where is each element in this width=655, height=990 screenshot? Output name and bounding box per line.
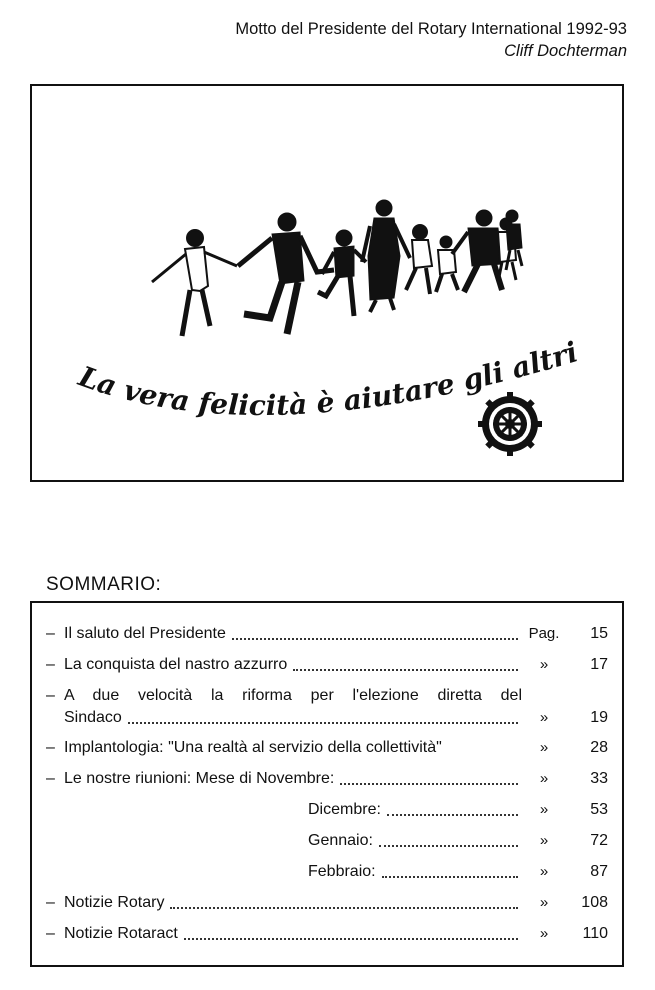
sommario-heading: SOMMARIO: [46,574,162,595]
toc-entry-prefix: Pag. [528,625,560,642]
dot-leader [379,845,518,847]
toc-entry-title: Febbraio: [308,863,376,880]
dot-leader [293,669,518,671]
toc-dash: – [46,687,55,704]
toc-entry-page: 72 [590,832,608,849]
toc-entry-prefix: » [539,656,549,673]
toc-entry[interactable] [46,768,608,790]
toc-entry-page: 87 [590,863,608,880]
dot-leader [387,814,518,816]
toc-entry-prefix: » [539,770,549,787]
toc-entry-title: Dicembre: [308,801,381,818]
toc-entry[interactable] [46,654,608,676]
dot-leader [170,907,518,909]
toc-dash: – [46,894,55,911]
toc-entry-page: 108 [581,894,608,911]
illustration [32,86,622,480]
motto-text: La vera felicità è aiutare gli altri [74,335,582,423]
toc-entry-prefix: » [539,925,549,942]
toc-entry-prefix: » [539,801,549,818]
toc-dash: – [46,656,55,673]
toc-entry-page: 19 [590,709,608,726]
toc-entry[interactable] [46,737,608,759]
toc-entry-title-line1: A due velocità la riforma per l'elezione diretta del [64,687,522,704]
toc-entry-page: 110 [582,925,608,942]
toc-entry[interactable] [46,685,608,729]
toc-dash: – [46,925,55,942]
toc-entry[interactable] [46,623,608,645]
toc-entry-prefix: » [539,739,549,756]
dot-leader [232,638,518,640]
illustration-frame [30,84,624,482]
toc-dash: – [46,625,55,642]
toc-entry[interactable] [46,830,608,852]
toc-entry-page: 33 [590,770,608,787]
dot-leader [184,938,518,940]
toc-entry[interactable] [46,892,608,914]
toc-entry-prefix: » [539,832,549,849]
toc-entry-title: Le nostre riunioni: Mese di Novembre: [64,770,335,787]
header-motto-line: Motto del Presidente del Rotary International 1992-93 [235,20,627,38]
toc-entry-title: Gennaio: [308,832,373,849]
toc-dash: – [46,739,55,756]
toc-entry-page: 15 [590,625,608,642]
toc-entry-page: 28 [590,739,608,756]
toc-entry-title-line2: Sindaco [64,709,122,726]
toc-entry-title: Il saluto del Presidente [64,625,226,642]
toc-entry-prefix: » [539,709,549,726]
toc-entry-page: 17 [590,656,608,673]
rotary-emblem-icon [478,392,542,456]
dot-leader [340,783,518,785]
page-header [235,18,627,62]
toc-entry-title: La conquista del nastro azzurro [64,656,288,673]
toc-dash: – [46,770,55,787]
dot-leader [128,722,518,724]
toc-entry[interactable] [46,799,608,821]
toc-entry-prefix: » [539,863,549,880]
toc-entry-page: 53 [590,801,608,818]
toc-entry[interactable] [46,923,608,945]
toc-entry-prefix: » [539,894,549,911]
toc-entry-title: Notizie Rotaract [64,925,178,942]
toc-entry-title: Implantologia: "Una realtà al servizio della collettività" [64,739,442,756]
dancing-people-illustration [152,200,522,336]
dot-leader [382,876,518,878]
header-author: Cliff Dochterman [504,42,627,60]
table-of-contents [30,601,624,967]
toc-entry[interactable] [46,861,608,883]
toc-entry-title: Notizie Rotary [64,894,165,911]
